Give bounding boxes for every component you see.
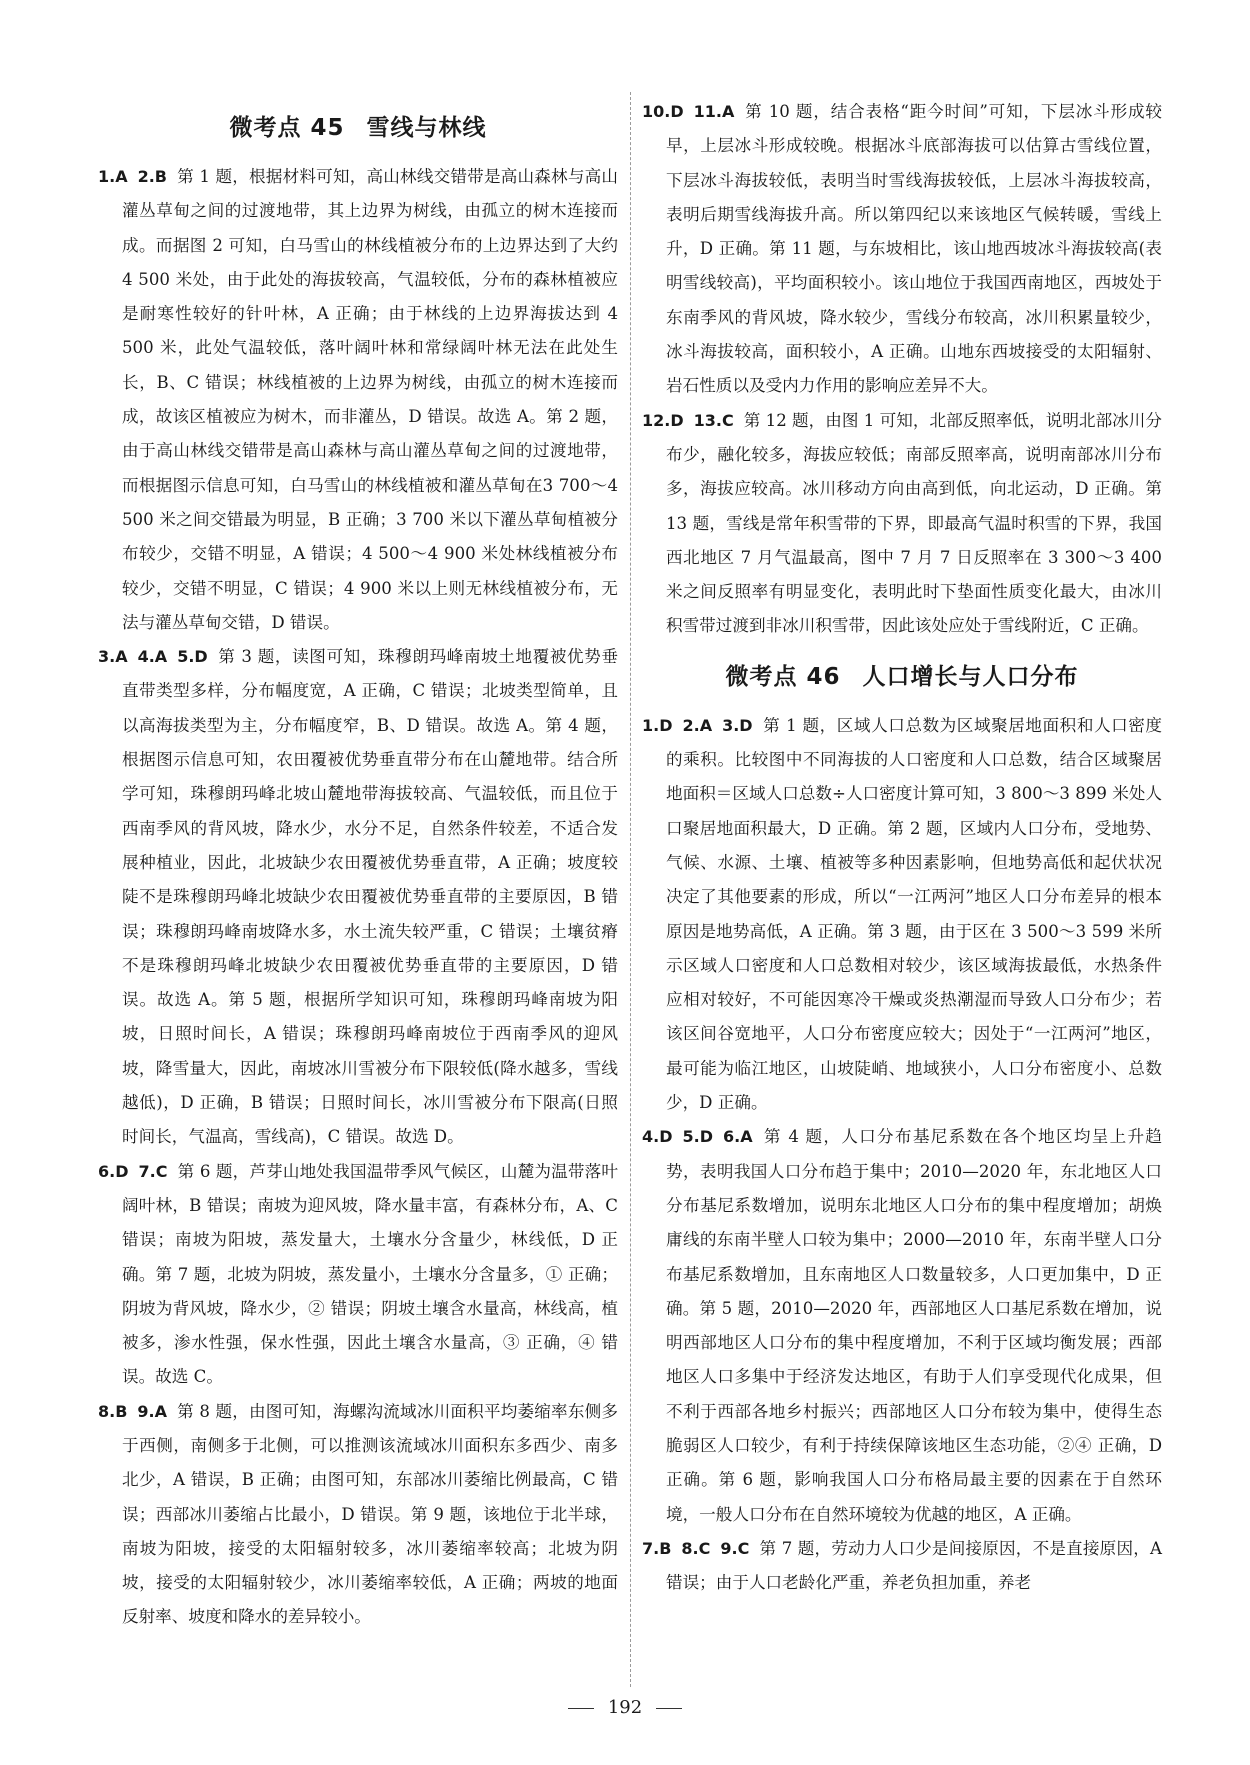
answer-item-10-11 xyxy=(642,95,1162,404)
answer-number: 2.A xyxy=(682,715,713,735)
answer-text: 第 1 题，区域人口总数为区域聚居地面积和人口密度的乘积。比较图中不同海拔的人口密度和人口总数，结合区域聚居地面积＝区域人口总数÷人口密度计算可知，3 800～3 899 米处人口聚居地面积最大，D 正确。第 2 题，区域内人口分布，受地势、气候、水源、土壤、植被等多种因素影响，但地势高低和起伏状况决定了其他要素的形成，所以“一江两河”地区人口分布差异的根本原因是地势高低，A 正确。第 3 题，由于区在 3 500～3 599 米所示区域人口密度和人口总数相对较少，该区域海拔最低，水热条件应相对较好，不可能因寒冷干燥或炎热潮湿而导致人口分布少；若该区间谷宽地平，人口分布密度应较大；因处于“一江两河”地区，最可能为临江地区，山坡陡峭、地域狭小，人口分布密度小、总数少，D 正确。 xyxy=(666,715,1162,1113)
right-column xyxy=(642,95,1162,1600)
answer-text: 第 1 题，根据材料可知，高山林线交错带是高山森林与高山灌丛草甸之间的过渡地带，其上边界为树线，由孤立的树木连接而成。而据图 2 可知，白马雪山的林线植被分布的上边界达到了大约 4 500 米处，由于此处的海拔较高，气温较低，分布的森林植被应是耐寒性较好的针叶林，A 正确；由于林线的上边界海拔达到 4 500 米，此处气温较低，落叶阔叶林和常绿阔叶林无法在此处生长，B、C 错误；林线植被的上边界为树线，由孤立的树木连接而成，故该区植被应为树木，而非灌丛，D 错误。故选 A。第 2 题，由于高山林线交错带是高山森林与高山灌丛草甸之间的过渡地带，而根据图示信息可知，白马雪山的林线植被和灌丛草甸在3 700～4 500 米之间交错最为明显，B 正确；3 700 米以下灌丛草甸植被分布较少，交错不明显，A 错误；4 500～4 900 米处林线植被分布较少，交错不明显，C 错误；4 900 米以上则无林线植被分布，无法与灌丛草甸交错，D 错误。 xyxy=(122,167,618,632)
answer-number: 7.B xyxy=(642,1538,672,1558)
answer-number: 1.A xyxy=(98,167,128,186)
answer-item-4-6 xyxy=(642,1120,1162,1532)
answer-text: 第 6 题，芦芽山地处我国温带季风气候区，山麓为温带落叶阔叶林，B 错误；南坡为迎风坡，降水量丰富，有森林分布，A、C 错误；南坡为阳坡，蒸发量大，土壤水分含量少，林线低，D 正确。第 7 题，北坡为阴坡，蒸发量小，土壤水分含量多，① 正确；阴坡为背风坡，降水少，② 错误；阴坡土壤含水量高，林线高，植被多，渗水性强，保水性强，因此土壤含水量高，③ 正确，④ 错误。故选 C。 xyxy=(122,1161,618,1387)
answer-item-7-9 xyxy=(642,1532,1162,1601)
page-number-dash-left xyxy=(568,1708,594,1709)
answer-item-8-9 xyxy=(98,1395,618,1635)
section-number: 微考点 45 xyxy=(229,115,345,141)
answer-text: 第 7 题，劳动力人口少是间接原因，不是直接原因，A 错误；由于人口老龄化严重，养老负担加重，养老 xyxy=(666,1538,1162,1593)
answer-number: 2.B xyxy=(137,167,167,186)
answer-number: 5.D xyxy=(177,647,208,667)
answer-number: 7.C xyxy=(138,1161,168,1181)
answer-number: 4.A xyxy=(137,647,168,667)
page-number-value: 192 xyxy=(607,1697,643,1718)
answer-item-1-3 xyxy=(642,709,1162,1121)
left-column xyxy=(98,95,618,1635)
answer-number: 9.C xyxy=(720,1538,750,1558)
answer-number: 8.B xyxy=(98,1401,128,1421)
answer-item-1-2 xyxy=(98,160,618,640)
answer-item-12-13 xyxy=(642,404,1162,644)
page-number xyxy=(0,1697,1250,1718)
answer-text: 第 4 题，人口分布基尼系数在各个地区均呈上升趋势，表明我国人口分布趋于集中；2010—2020 年，东北地区人口分布基尼系数增加，说明东北地区人口分布的集中程度增加；胡焕庸线的东南半壁人口较为集中；2000—2010 年，东南半壁人口分布基尼系数增加，且东南地区人口数量较多，人口更加集中，D 正确。第 5 题，2010—2020 年，西部地区人口基尼系数在增加，说明西部地区人口分布的集中程度增加，不利于区域均衡发展；西部地区人口多集中于经济发达地区，有助于人们享受现代化成果，但不利于西部各地乡村振兴；西部地区人口分布较为集中，使得生态脆弱区人口较少，有利于持续保障该地区生态功能，②④ 正确，D 正确。第 6 题，影响我国人口分布格局最主要的因素在于自然环境，一般人口分布在自然环境较为优越的地区，A 正确。 xyxy=(666,1127,1162,1524)
column-divider xyxy=(630,92,631,1687)
answer-number: 6.A xyxy=(723,1127,753,1147)
answer-item-3-5 xyxy=(98,640,618,1154)
answer-number: 10.D xyxy=(642,102,684,121)
section-title-46 xyxy=(642,658,1162,691)
answer-number: 5.D xyxy=(682,1127,713,1147)
answer-number: 8.C xyxy=(681,1538,711,1558)
answer-number: 3.A xyxy=(98,647,128,667)
section-heading: 雪线与林线 xyxy=(366,115,487,141)
answer-number: 3.D xyxy=(722,715,753,735)
answer-number: 11.A xyxy=(693,102,735,121)
answer-number: 12.D xyxy=(642,410,684,430)
answer-item-6-7 xyxy=(98,1155,618,1395)
page-number-dash-right xyxy=(656,1708,682,1709)
answer-text: 第 3 题，读图可知，珠穆朗玛峰南坡土地覆被优势垂直带类型多样，分布幅度宽，A 正确，C 错误；北坡类型简单，且以高海拔类型为主，分布幅度窄，B、D 错误。故选 A。第 4 题，根据图示信息可知，农田覆被优势垂直带分布在山麓地带。结合所学可知，珠穆朗玛峰北坡山麓地带海拔较高、气温较低，而且位于西南季风的背风坡，降水少，水分不足，自然条件较差，不适合发展种植业，因此，北坡缺少农田覆被优势垂直带，A 正确；坡度较陡不是珠穆朗玛峰北坡缺少农田覆被优势垂直带的主要原因，B 错误；珠穆朗玛峰南坡降水多，水土流失较严重，C 错误；土壤贫瘠不是珠穆朗玛峰北坡缺少农田覆被优势垂直带的主要原因，D 错误。故选 A。第 5 题，根据所学知识可知，珠穆朗玛峰南坡为阳坡，日照时间长，A 错误；珠穆朗玛峰南坡位于西南季风的迎风坡，降雪量大，因此，南坡冰川雪被分布下限较低(降水越多，雪线越低)，D 正确，B 错误；日照时间长，冰川雪被分布下限高(日照时间长，气温高，雪线高)，C 错误。故选 D。 xyxy=(122,647,618,1147)
section-title-45 xyxy=(98,109,618,142)
answer-text: 第 12 题，由图 1 可知，北部反照率低，说明北部冰川分布少，融化较多，海拔应较低；南部反照率高，说明南部冰川分布多，海拔应较高。冰川移动方向由高到低，向北运动，D 正确。第 13 题，雪线是常年积雪带的下界，即最高气温时积雪的下界，我国西北地区 7 月气温最高，图中 7 月 7 日反照率在 3 300～3 400 米之间反照率有明显变化，表明此时下垫面性质变化最大，由冰川积雪带过渡到非冰川积雪带，因此该处应处于雪线附近，C 正确。 xyxy=(666,410,1162,636)
answer-number: 13.C xyxy=(693,410,734,430)
answer-number: 9.A xyxy=(137,1401,167,1421)
answer-number: 4.D xyxy=(642,1127,673,1147)
answer-number: 1.D xyxy=(642,715,673,735)
answer-number: 6.D xyxy=(98,1161,129,1181)
section-heading: 人口增长与人口分布 xyxy=(862,663,1079,690)
answer-text: 第 10 题，结合表格“距今时间”可知，下层冰斗形成较早，上层冰斗形成较晚。根据冰斗底部海拔可以估算古雪线位置，下层冰斗海拔较低，表明当时雪线海拔较低，上层冰斗海拔较高，表明后期雪线海拔升高。所以第四纪以来该地区气候转暖，雪线上升，D 正确。第 11 题，与东坡相比，该山地西坡冰斗海拔较高(表明雪线较高)，平均面积较小。该山地位于我国西南地区，西坡处于东南季风的背风坡，降水较少，雪线分布较高，冰川积累量较少，冰斗海拔较高，面积较小，A 正确。山地东西坡接受的太阳辐射、岩石性质以及受内力作用的影响应差异不大。 xyxy=(666,102,1162,396)
section-number: 微考点 46 xyxy=(725,663,841,690)
answer-text: 第 8 题，由图可知，海螺沟流域冰川面积平均萎缩率东侧多于西侧，南侧多于北侧，可以推测该流域冰川面积东多西少、南多北少，A 错误，B 正确；由图可知，东部冰川萎缩比例最高，C 错误；西部冰川萎缩占比最小，D 错误。第 9 题，该地位于北半球，南坡为阳坡，接受的太阳辐射较多，冰川萎缩率较高；北坡为阴坡，接受的太阳辐射较少，冰川萎缩率较低，A 正确；两坡的地面反射率、坡度和降水的差异较小。 xyxy=(122,1401,618,1627)
